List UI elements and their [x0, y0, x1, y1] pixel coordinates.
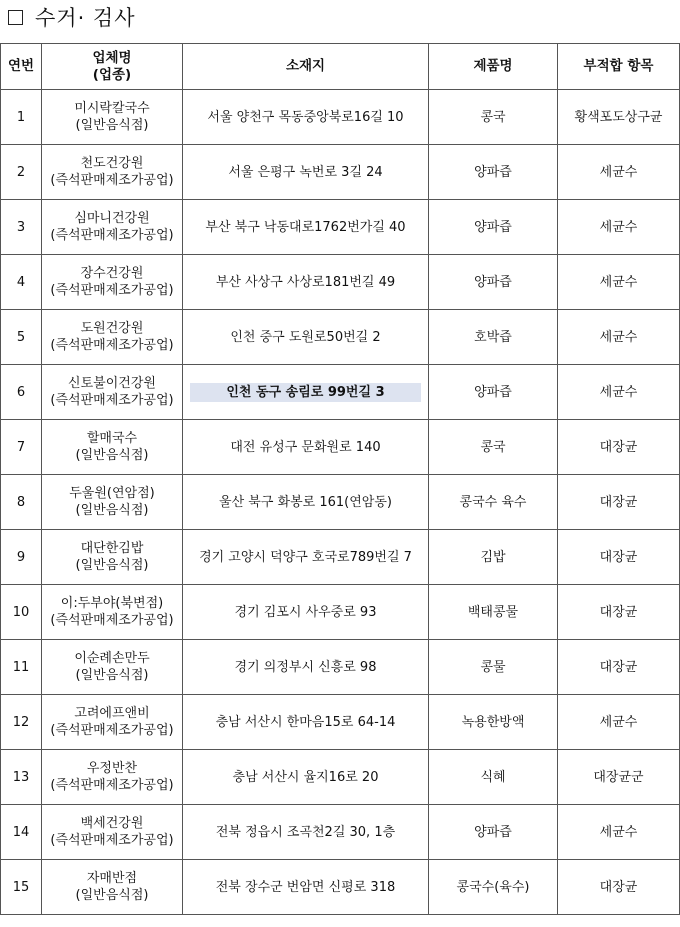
cell-name [42, 255, 183, 310]
cell-item: 세균수 [558, 805, 680, 860]
header-item: 부적합 항목 [558, 44, 680, 90]
cell-name-label: 도원건강원 [80, 321, 144, 336]
cell-name [42, 475, 183, 530]
cell-name-label: 미시락칼국수 [74, 101, 150, 116]
cell-no: 13 [1, 750, 42, 805]
cell-name-type: (일반음식점) [75, 448, 149, 463]
cell-address: 전북 장수군 번암면 신평로 318 [183, 860, 429, 915]
cell-product: 김밥 [429, 530, 558, 585]
cell-name-label: 이:두부야(북변점) [60, 596, 164, 611]
cell-product: 콩국 [429, 90, 558, 145]
cell-name [42, 640, 183, 695]
cell-name-type: (즉석판매제조가공업) [50, 833, 174, 848]
cell-item: 대장균 [558, 475, 680, 530]
cell-no: 12 [1, 695, 42, 750]
table-row [1, 475, 680, 530]
cell-product: 녹용한방액 [429, 695, 558, 750]
cell-name-type: (일반음식점) [75, 888, 149, 903]
cell-address [183, 365, 429, 420]
cell-name-label: 이순례손만두 [74, 651, 150, 666]
cell-no: 5 [1, 310, 42, 365]
cell-name-type: (즉석판매제조가공업) [50, 393, 174, 408]
table-header-row [1, 44, 680, 90]
cell-address: 충남 서산시 한마음15로 64-14 [183, 695, 429, 750]
cell-address: 서울 양천구 목동중앙북로16길 10 [183, 90, 429, 145]
table-row [1, 310, 680, 365]
cell-no: 14 [1, 805, 42, 860]
cell-address: 경기 김포시 사우중로 93 [183, 585, 429, 640]
cell-no: 2 [1, 145, 42, 200]
table-row [1, 200, 680, 255]
cell-name-type: (일반음식점) [75, 503, 149, 518]
cell-no: 1 [1, 90, 42, 145]
cell-name-type: (일반음식점) [75, 118, 149, 133]
cell-product: 콩국수(육수) [429, 860, 558, 915]
cell-product: 콩국수 육수 [429, 475, 558, 530]
cell-name [42, 145, 183, 200]
cell-name [42, 805, 183, 860]
cell-name [42, 90, 183, 145]
cell-product: 양파즙 [429, 200, 558, 255]
cell-item: 세균수 [558, 310, 680, 365]
cell-no: 8 [1, 475, 42, 530]
cell-name-type: (즉석판매제조가공업) [50, 778, 174, 793]
header-no: 연번 [1, 44, 42, 90]
cell-item: 대장균 [558, 420, 680, 475]
header-product: 제품명 [429, 44, 558, 90]
table-row [1, 145, 680, 200]
cell-name-label: 심마니건강원 [74, 211, 150, 226]
cell-name [42, 310, 183, 365]
cell-address: 부산 북구 낙동대로1762번가길 40 [183, 200, 429, 255]
cell-name-label: 자매반점 [86, 871, 138, 886]
cell-address: 서울 은평구 녹번로 3길 24 [183, 145, 429, 200]
cell-name-type: (즉석판매제조가공업) [50, 723, 174, 738]
cell-item: 대장균 [558, 640, 680, 695]
cell-item: 황색포도상구균 [558, 90, 680, 145]
cell-address: 충남 서산시 율지16로 20 [183, 750, 429, 805]
inspection-table [0, 43, 680, 915]
cell-name-label: 백세건강원 [80, 816, 144, 831]
cell-name [42, 585, 183, 640]
cell-name-label: 우정반찬 [86, 761, 138, 776]
cell-no: 3 [1, 200, 42, 255]
cell-no: 7 [1, 420, 42, 475]
cell-item: 대장균 [558, 860, 680, 915]
checkbox-square-icon [8, 10, 23, 25]
cell-item: 세균수 [558, 695, 680, 750]
cell-item: 대장균군 [558, 750, 680, 805]
cell-no: 10 [1, 585, 42, 640]
header-name-label: 업체명 [92, 49, 132, 66]
cell-name-label: 고려에프앤비 [74, 706, 150, 721]
cell-address: 대전 유성구 문화원로 140 [183, 420, 429, 475]
cell-address-highlighted: 인천 동구 송림로 99번길 3 [190, 383, 421, 402]
cell-name-label: 두울원(연암점) [69, 486, 155, 501]
cell-name [42, 530, 183, 585]
cell-product: 양파즙 [429, 365, 558, 420]
table-row [1, 255, 680, 310]
cell-item: 세균수 [558, 255, 680, 310]
header-name [42, 44, 183, 90]
table-row [1, 750, 680, 805]
cell-name [42, 695, 183, 750]
cell-product: 양파즙 [429, 805, 558, 860]
cell-name-type: (즉석판매제조가공업) [50, 613, 174, 628]
header-address: 소재지 [183, 44, 429, 90]
table-row [1, 420, 680, 475]
cell-name-label: 천도건강원 [80, 156, 144, 171]
cell-product: 호박즙 [429, 310, 558, 365]
cell-name-type: (즉석판매제조가공업) [50, 283, 174, 298]
table-row [1, 90, 680, 145]
cell-item: 세균수 [558, 145, 680, 200]
table-row [1, 585, 680, 640]
cell-product: 양파즙 [429, 145, 558, 200]
cell-name-type: (즉석판매제조가공업) [50, 173, 174, 188]
cell-no: 4 [1, 255, 42, 310]
cell-address: 경기 고양시 덕양구 호국로789번길 7 [183, 530, 429, 585]
cell-product: 식혜 [429, 750, 558, 805]
cell-no: 6 [1, 365, 42, 420]
cell-name [42, 365, 183, 420]
cell-product: 백태콩물 [429, 585, 558, 640]
cell-item: 세균수 [558, 200, 680, 255]
cell-item: 대장균 [558, 530, 680, 585]
cell-name-type: (즉석판매제조가공업) [50, 228, 174, 243]
cell-address: 경기 의정부시 신흥로 98 [183, 640, 429, 695]
cell-item: 대장균 [558, 585, 680, 640]
cell-item: 세균수 [558, 365, 680, 420]
table-row [1, 530, 680, 585]
cell-name [42, 420, 183, 475]
cell-name-label: 신토불이건강원 [68, 376, 156, 391]
cell-no: 11 [1, 640, 42, 695]
table-row [1, 860, 680, 915]
cell-no: 9 [1, 530, 42, 585]
cell-name [42, 200, 183, 255]
table-row [1, 695, 680, 750]
cell-name [42, 860, 183, 915]
cell-name-label: 대단한김밥 [80, 541, 144, 556]
table-row [1, 805, 680, 860]
section-title: 수거· 검사 [35, 6, 136, 30]
cell-no: 15 [1, 860, 42, 915]
table-row [1, 640, 680, 695]
cell-name-type: (일반음식점) [75, 668, 149, 683]
cell-product: 양파즙 [429, 255, 558, 310]
cell-name-label: 장수건강원 [80, 266, 144, 281]
cell-address: 부산 사상구 사상로181번길 49 [183, 255, 429, 310]
cell-address: 전북 정읍시 조곡천2길 30, 1층 [183, 805, 429, 860]
header-name-sub: (업종) [92, 66, 132, 83]
cell-address: 인천 중구 도원로50번길 2 [183, 310, 429, 365]
cell-name-type: (일반음식점) [75, 558, 149, 573]
cell-product: 콩국 [429, 420, 558, 475]
table-row [1, 365, 680, 420]
cell-address: 울산 북구 화봉로 161(연암동) [183, 475, 429, 530]
cell-name-label: 할매국수 [86, 431, 138, 446]
section-heading [6, 2, 136, 32]
cell-name-type: (즉석판매제조가공업) [50, 338, 174, 353]
cell-name [42, 750, 183, 805]
cell-product: 콩물 [429, 640, 558, 695]
